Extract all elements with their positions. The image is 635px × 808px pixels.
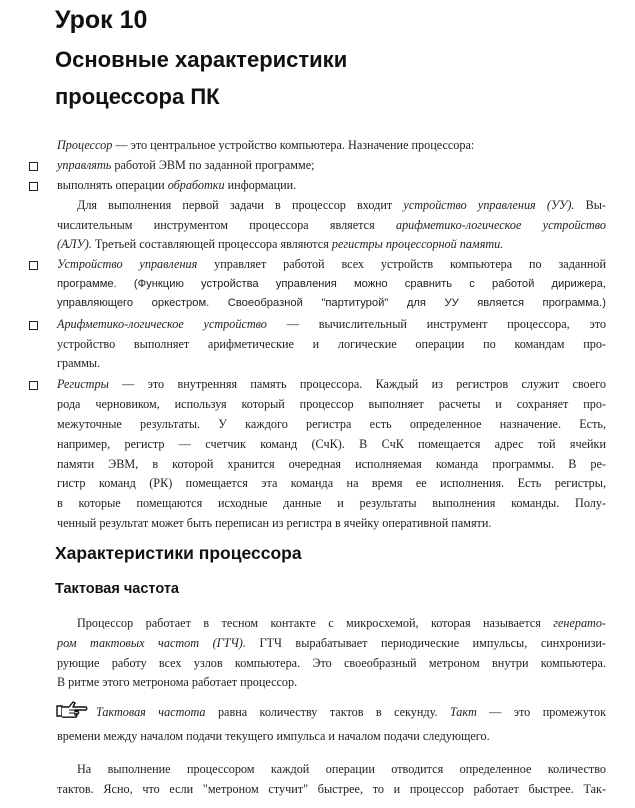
cu-line1: Устройство управления управляет работой всех устройств компьютера по заданной (57, 257, 606, 271)
para2-line4: В ритме этого метронома работает процессор. (57, 675, 298, 689)
para1-line1: Для выполнения первой задачи в процессор входит устройство управления (УУ). Вы- (77, 198, 606, 212)
reg-line1: Регистры — это внутренняя память процессора. Каждый из регистров служит своего (57, 377, 606, 391)
lesson-subtitle-line2: процессора ПК (55, 84, 220, 109)
lesson-subtitle-line1: Основные характеристики (55, 47, 348, 72)
checkbox-bullet-icon (29, 321, 38, 330)
cu-line3: управляющего оркестром. Своеобразной "партитурой" для УУ является программа.) (57, 297, 606, 309)
reg-line4: например, регистр — счетчик команд (СчК). В СчК помещается адрес той ячейки (57, 437, 606, 451)
subsection-title: Тактовая частота (55, 581, 179, 597)
para3-line2: тактов. Ясно, что если "метроном стучит" быстрее, то и процессор работает быстрее. Так- (57, 782, 606, 796)
alu-line3: граммы. (57, 356, 101, 370)
alu-line1: Арифметико-логическое устройство — вычислительный инструмент процессора, это (57, 317, 606, 331)
section-title: Характеристики процессора (55, 543, 302, 563)
reg-line2: рода черновиком, используя который процессор выполняет расчеты и сохраняет про- (57, 397, 606, 411)
checkbox-bullet-icon (29, 162, 38, 171)
note-line2: времени между началом подачи текущего импульса и началом подачи следующего. (57, 729, 490, 743)
alu-line2: устройство выполняет арифметические и логические операции по командам про- (57, 337, 606, 351)
reg-line5: памяти ЭВМ, в которой хранится очередная исполняемая команда программы. В ре- (57, 457, 606, 471)
para2-line1: Процессор работает в тесном контакте с микросхемой, которая называется генерато- (77, 616, 606, 630)
reg-line8: ченный результат может быть переписан из регистра в ячейку оперативной памяти. (57, 516, 492, 530)
intro-paragraph: Процессор — это центральное устройство компьютера. Назначение процессора: (57, 138, 475, 152)
pointing-hand-icon (56, 699, 88, 719)
para1-line2: числительным инструментом процессора является арифметико-логическое устройство (57, 218, 606, 232)
para3-line1: На выполнение процессором каждой операции отводится определенное количество (77, 762, 606, 776)
checkbox-bullet-icon (29, 182, 38, 191)
lesson-title: Урок 10 (55, 6, 148, 34)
para2-line2: ром тактовых частот (ГТЧ). ГТЧ вырабатывает периодические импульсы, синхронизи- (57, 636, 606, 650)
cu-line2: программе. (Функцию устройства управления можно сравнить с работой дирижера, (57, 278, 606, 290)
checkbox-bullet-icon (29, 261, 38, 270)
para2-line3: рующие работу всех узлов компьютера. Это своеобразный метроном внутри компьютера. (57, 656, 606, 670)
checkbox-bullet-icon (29, 381, 38, 390)
purpose-item-process: выполнять операции обработки информации. (57, 178, 297, 192)
reg-line3: межуточные результаты. У каждого регистра есть определенное назначение. Есть, (57, 417, 606, 431)
reg-line7: в которые помещаются исходные данные и результаты выполнения команды. Полу- (57, 496, 606, 510)
purpose-item-control: управлять работой ЭВМ по заданной программе; (57, 158, 315, 172)
note-line1: Тактовая частота равна количеству тактов в секунду. Такт — это промежуток (96, 705, 606, 719)
reg-line6: гистр команд (РК) помещается эта команда на время ее исполнения. Есть регистры, (57, 476, 606, 490)
para1-line3: (АЛУ). Третьей составляющей процессора являются регистры процессорной памяти. (57, 237, 504, 251)
